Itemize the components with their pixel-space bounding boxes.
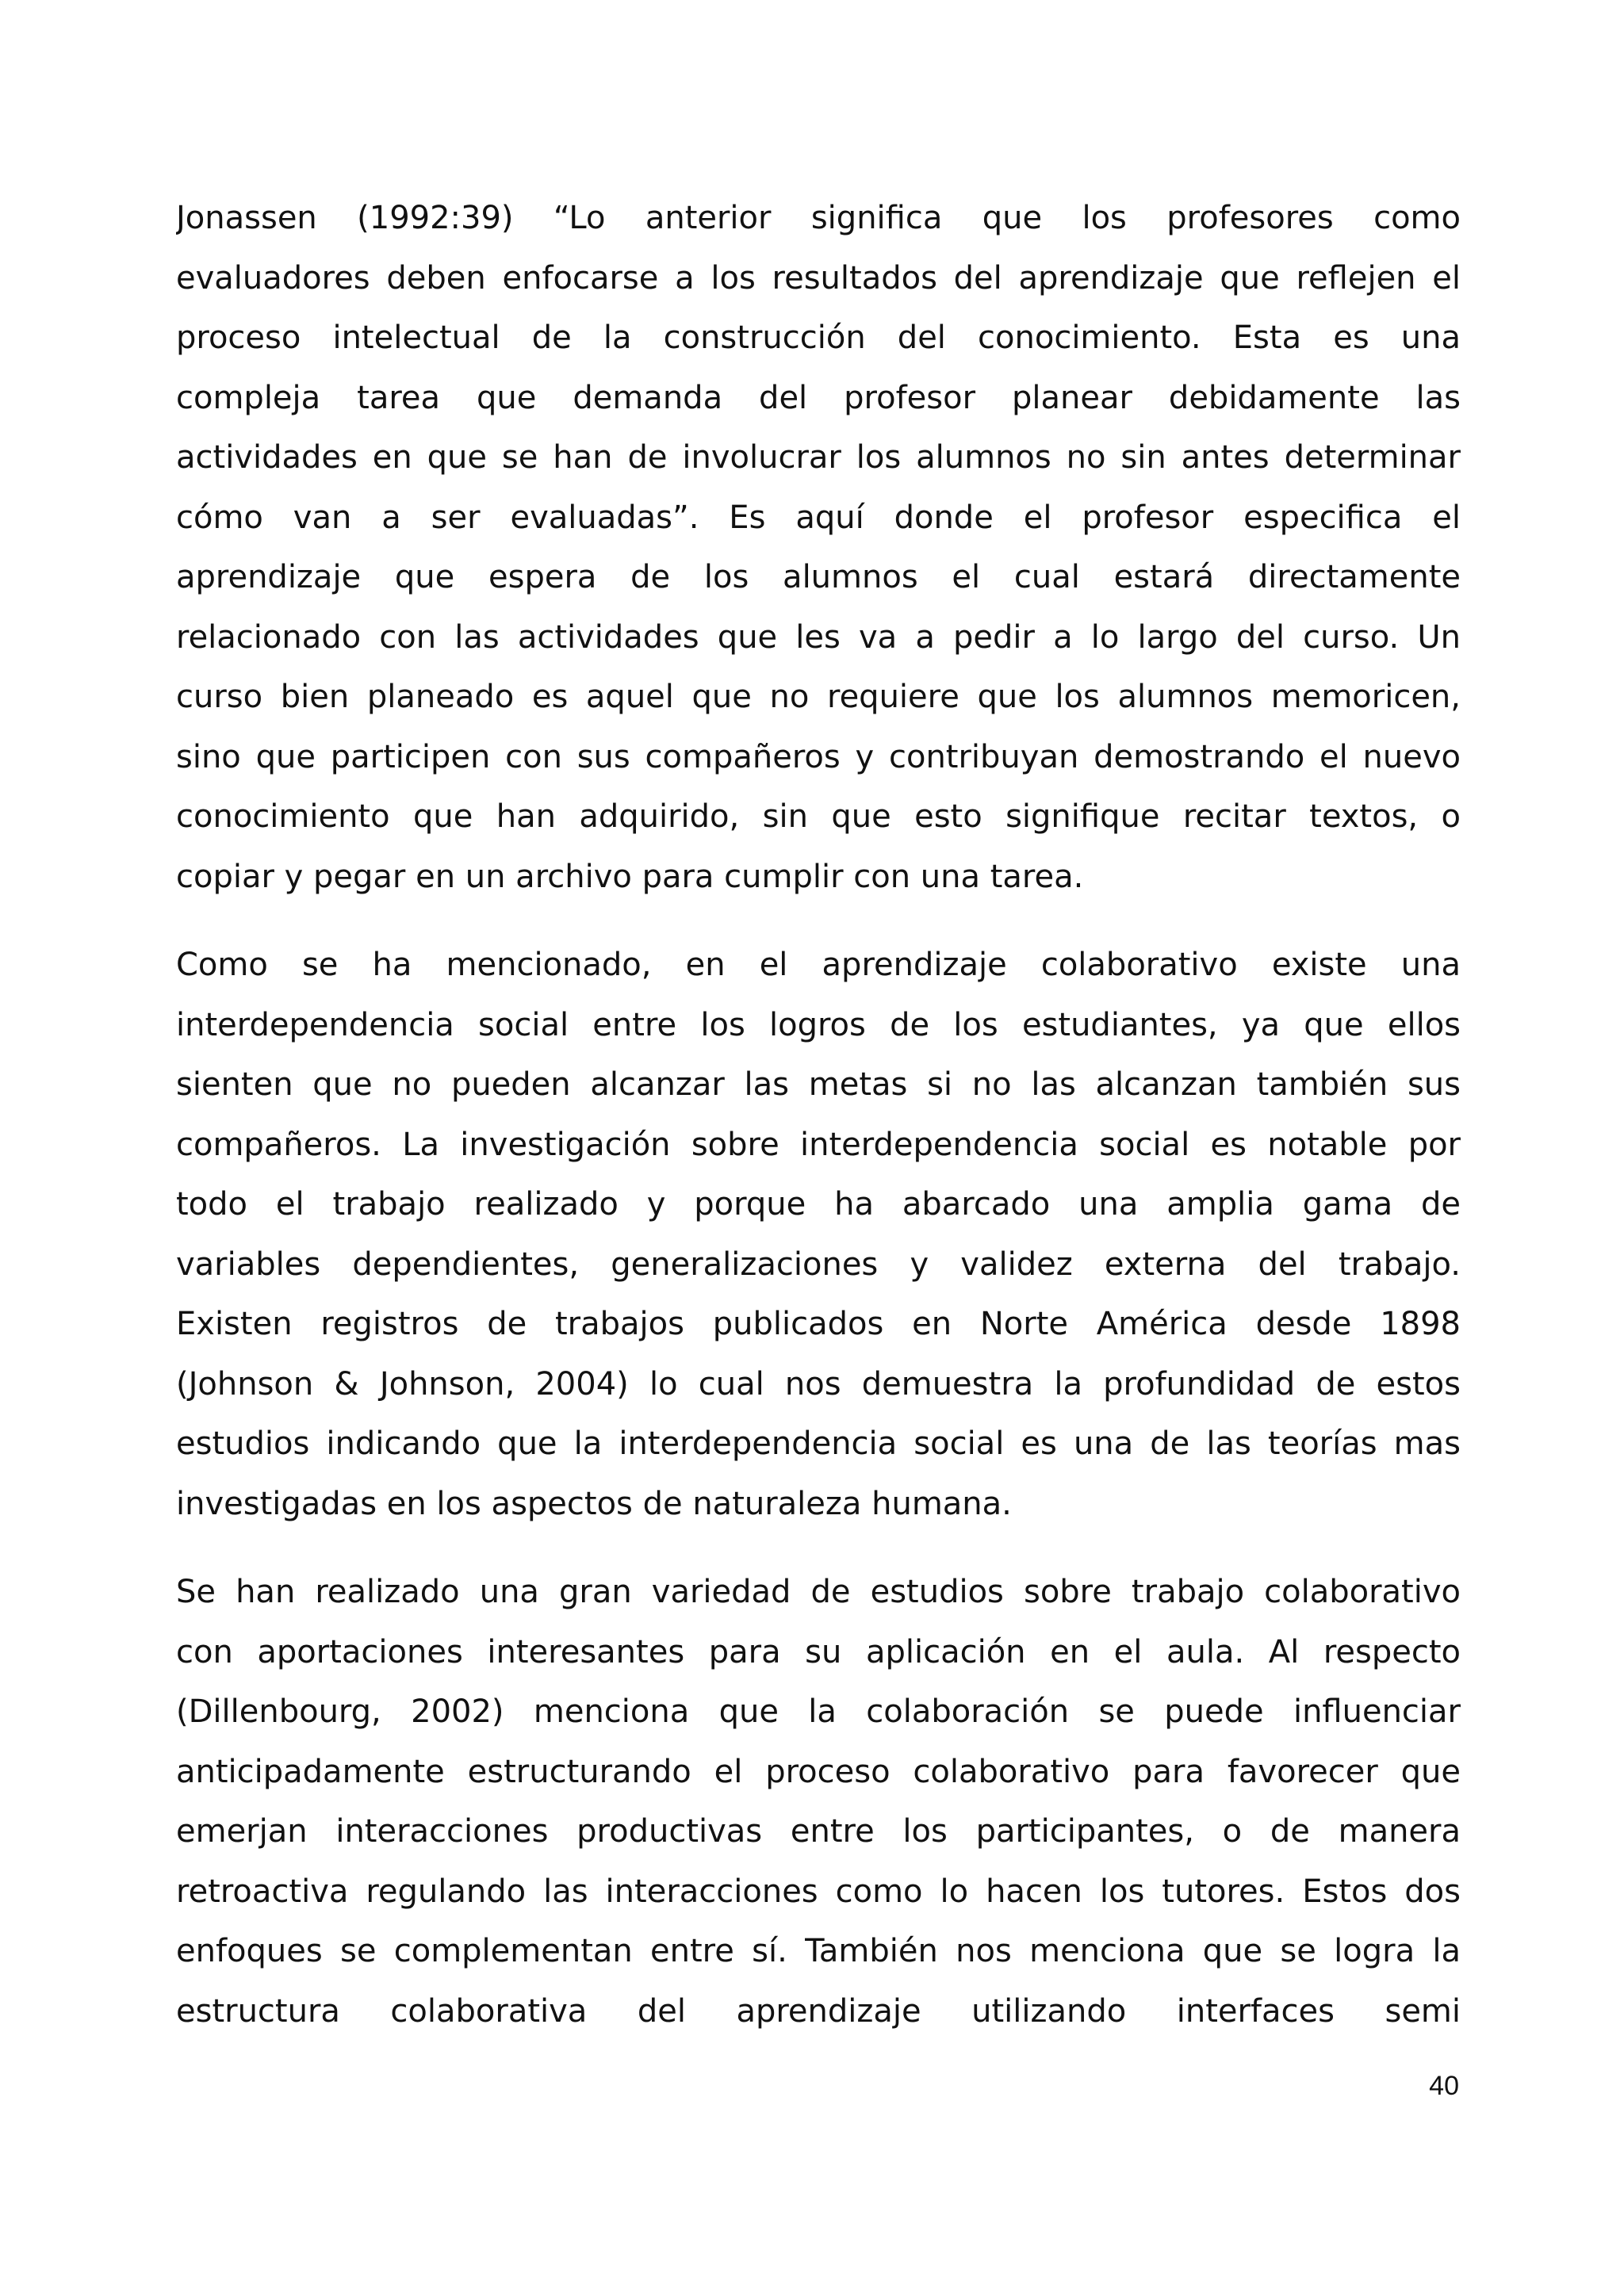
text-line: Existen registros de trabajos publicados en Norte América desde 1898 <box>176 1306 1461 1342</box>
text-line: interdependencia social entre los logros de los estudiantes, ya que ellos <box>176 1006 1461 1043</box>
text-line: retroactiva regulando las interacciones como lo hacen los tutores. Estos dos <box>176 1873 1461 1910</box>
text-line: variables dependientes, generalizaciones y validez externa del trabajo. <box>176 1246 1461 1283</box>
text-line: proceso intelectual de la construcción del conocimiento. Esta es una <box>176 320 1461 356</box>
text-line: conocimiento que han adquirido, sin que esto signifique recitar textos, o <box>176 798 1461 835</box>
text-line: (Johnson & Johnson, 2004) lo cual nos demuestra la profundidad de estos <box>176 1365 1461 1402</box>
text-line: emerjan interacciones productivas entre los participantes, o de manera <box>176 1813 1461 1850</box>
text-line: Como se ha mencionado, en el aprendizaje colaborativo existe una <box>176 947 1461 983</box>
text-line: estudios indicando que la interdependencia social es una de las teorías mas <box>176 1425 1461 1462</box>
text-line: (Dillenbourg, 2002) menciona que la colaboración se puede influenciar <box>176 1693 1461 1730</box>
text-line: compañeros. La investigación sobre interdependencia social es notable por <box>176 1126 1461 1163</box>
text-line: compleja tarea que demanda del profesor planear debidamente las <box>176 379 1461 416</box>
page-number: 40 <box>1429 2071 1459 2101</box>
text-line: con aportaciones interesantes para su aplicación en el aula. Al respecto <box>176 1633 1461 1670</box>
text-line: Se han realizado una gran variedad de estudios sobre trabajo colaborativo <box>176 1574 1461 1610</box>
paragraph-2 <box>176 936 1461 1534</box>
paragraph-3 <box>176 1563 1461 2042</box>
text-line: actividades en que se han de involucrar los alumnos no sin antes determinar <box>176 439 1461 476</box>
text-line: investigadas en los aspectos de naturaleza humana. <box>176 1485 1012 1522</box>
paragraph-1 <box>176 189 1461 907</box>
text-line: anticipadamente estructurando el proceso colaborativo para favorecer que <box>176 1753 1461 1790</box>
text-line: todo el trabajo realizado y porque ha abarcado una amplia gama de <box>176 1186 1461 1223</box>
text-line: sino que participen con sus compañeros y contribuyan demostrando el nuevo <box>176 738 1461 775</box>
text-line: aprendizaje que espera de los alumnos el cual estará directamente <box>176 559 1461 595</box>
text-line: Jonassen (1992:39) “Lo anterior significa que los profesores como <box>176 200 1461 236</box>
text-line: evaluadores deben enfocarse a los resultados del aprendizaje que reflejen el <box>176 259 1461 297</box>
text-line: sienten que no pueden alcanzar las metas si no las alcanzan también sus <box>176 1066 1461 1103</box>
text-line: enfoques se complementan entre sí. También nos menciona que se logra la <box>176 1933 1461 1969</box>
text-line: copiar y pegar en un archivo para cumplir con una tarea. <box>176 858 1084 895</box>
text-line: cómo van a ser evaluadas”. Es aquí donde el profesor especifica el <box>176 499 1461 536</box>
text-line: estructura colaborativa del aprendizaje utilizando interfaces semi <box>176 1992 1461 2030</box>
text-line: curso bien planeado es aquel que no requiere que los alumnos memoricen, <box>176 679 1461 715</box>
body-text <box>176 189 1461 2070</box>
text-line: relacionado con las actividades que les va a pedir a lo largo del curso. Un <box>176 618 1461 656</box>
